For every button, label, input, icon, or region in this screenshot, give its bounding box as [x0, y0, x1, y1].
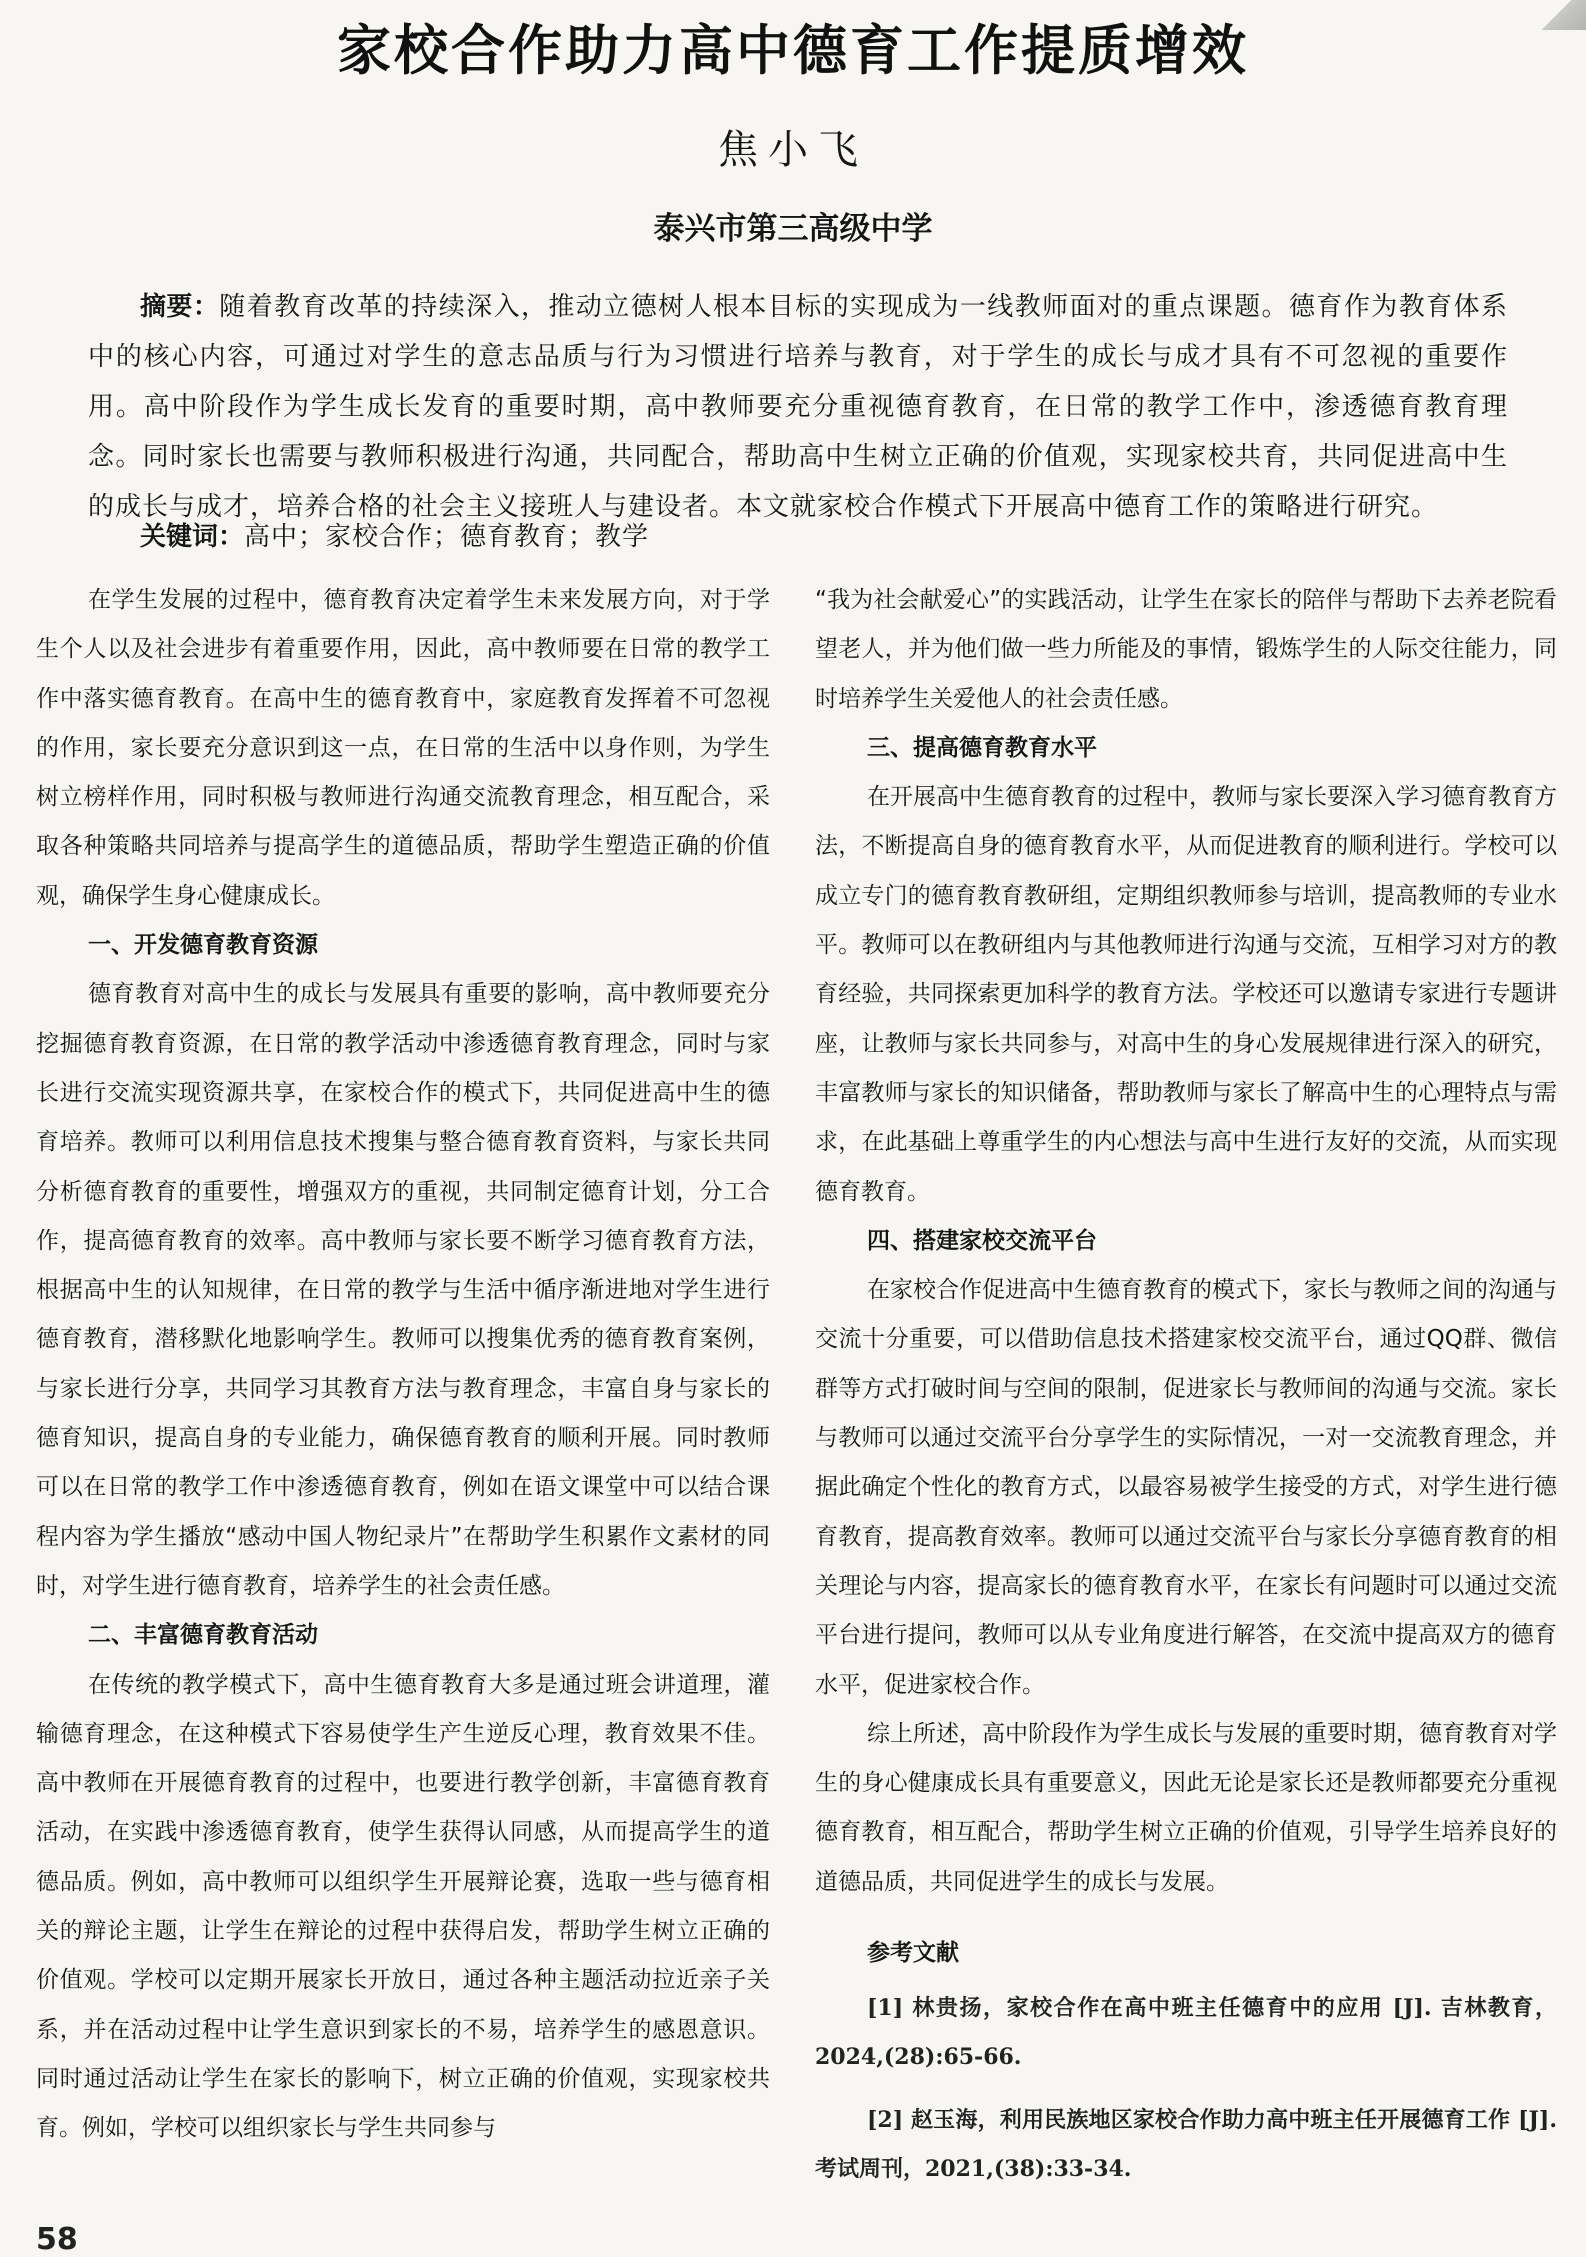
author-affiliation: 泰兴市第三高级中学: [653, 211, 933, 247]
reference-item: [2] 赵玉海，利用民族地区家校合作助力高中班主任开展德育工作 [J]. 考试周刊，2021,(38):33-34.: [815, 2107, 1557, 2183]
references-heading: 参考文献: [867, 1940, 959, 1967]
section-4-paragraph: 在家校合作促进高中生德育教育的模式下，家长与教师之间的沟通与交流十分重要，可以借助信息技术搭建家校交流平台，通过QQ群、微信群等方式打破时间与空间的限制，促进家长与教师间的沟通与交流。家长与教师可以通过交流平台分享学生的实际情况，一对一交流教育理念，并据此确定个性化的教育方式，以最容易被学生接受的方式，对学生进行德育教育，提高教育效率。教师可以通过交流平台与家长分享德育教育的相关理论与内容，提高家长的德育教育水平，在家长有问题时可以通过交流平台进行提问，教师可以从专业角度进行解答，在交流中提高双方的德育水平，促进家校合作。: [815, 1277, 1557, 1698]
intro-paragraph: 在学生发展的过程中，德育教育决定着学生未来发展方向，对于学生个人以及社会进步有着重要作用，因此，高中教师要在日常的教学工作中落实德育教育。在高中生的德育教育中，家庭教育发挥着不可忽视的作用，家长要充分意识到这一点，在日常的生活中以身作则，为学生树立榜样作用，同时积极与教师进行沟通交流教育理念，相互配合，采取各种策略共同培养与提高学生的道德品质，帮助学生塑造正确的价值观，确保学生身心健康成长。: [36, 587, 770, 909]
page-number: 58: [36, 2222, 78, 2257]
section-heading-3: 三、提高德育教育水平: [867, 734, 1097, 761]
author-name: 焦小飞: [718, 127, 868, 173]
abstract-text: 随着教育改革的持续深入，推动立德树人根本目标的实现成为一线教师面对的重点课题。德育作为教育体系中的核心内容，可通过对学生的意志品质与行为习惯进行培养与教育，对于学生的成长与成才具有不可忽视的重要作用。高中阶段作为学生成长发育的重要时期，高中教师要充分重视德育教育，在日常的教学工作中，渗透德育教育理念。同时家长也需要与教师积极进行沟通，共同配合，帮助高中生树立正确的价值观，实现家校共育，共同促进高中生的成长与成才，培养合格的社会主义接班人与建设者。本文就家校合作模式下开展高中德育工作的策略进行研究。: [88, 292, 1508, 522]
abstract-label: 摘要：: [140, 292, 220, 322]
section-heading-4: 四、搭建家校交流平台: [867, 1227, 1097, 1254]
section-2-paragraph: 在传统的教学模式下，高中生德育教育大多是通过班会讲道理，灌输德育理念，在这种模式下容易使学生产生逆反心理，教育效果不佳。高中教师在开展德育教育的过程中，也要进行教学创新，丰富德育教育活动，在实践中渗透德育教育，使学生获得认同感，从而提高学生的道德品质。例如，高中教师可以组织学生开展辩论赛，选取一些与德育相关的辩论主题，让学生在辩论的过程中获得启发，帮助学生树立正确的价值观。学校可以定期开展家长开放日，通过各种主题活动拉近亲子关系，并在活动过程中让学生意识到家长的不易，培养学生的感恩意识。同时通过活动让学生在家长的影响下，树立正确的价值观，实现家校共育。例如，学校可以组织家长与学生共同参与: [36, 1671, 770, 2142]
section-heading-1: 一、开发德育教育资源: [88, 932, 318, 959]
conclusion-paragraph: 综上所述，高中阶段作为学生成长与发展的重要时期，德育教育对学生的身心健康成长具有重要意义，因此无论是家长还是教师都要充分重视德育教育，相互配合，帮助学生树立正确的价值观，引导学生培养良好的道德品质，共同促进学生的成长与发展。: [815, 1720, 1557, 1895]
section-2-continuation: “我为社会献爱心”的实践活动，让学生在家长的陪伴与帮助下去养老院看望老人，并为他们做一些力所能及的事情，锻炼学生的人际交往能力，同时培养学生关爱他人的社会责任感。: [815, 587, 1557, 712]
keywords-label: 关键词：: [140, 522, 245, 552]
section-1-paragraph: 德育教育对高中生的成长与发展具有重要的影响，高中教师要充分挖掘德育教育资源，在日常的教学活动中渗透德育教育理念，同时与家长进行交流实现资源共享，在家校合作的模式下，共同促进高中生的德育培养。教师可以利用信息技术搜集与整合德育教育资料，与家长共同分析德育教育的重要性，增强双方的重视，共同制定德育计划，分工合作，提高德育教育的效率。高中教师与家长要不断学习德育教育方法，根据高中生的认知规律，在日常的教学与生活中循序渐进地对学生进行德育教育，潜移默化地影响学生。教师可以搜集优秀的德育教育案例，与家长进行分享，共同学习其教育方法与教育理念，丰富自身与家长的德育知识，提高自身的专业能力，确保德育教育的顺利开展。同时教师可以在日常的教学工作中渗透德育教育，例如在语文课堂中可以结合课程内容为学生播放“感动中国人物纪录片”在帮助学生积累作文素材的同时，对学生进行德育教育，培养学生的社会责任感。: [36, 981, 770, 1599]
keywords-text: 高中；家校合作；德育教育；教学: [244, 522, 650, 552]
abstract: [88, 282, 1508, 532]
section-3-paragraph: 在开展高中生德育教育的过程中，教师与家长要深入学习德育教育方法，不断提高自身的德育教育水平，从而促进教育的顺利进行。学校可以成立专门的德育教育教研组，定期组织教师参与培训，提高教师的专业水平。教师可以在教研组内与其他教师进行沟通与交流，互相学习对方的教育经验，共同探索更加科学的教育方法。学校还可以邀请专家进行专题讲座，让教师与家长共同参与，对高中生的身心发展规律进行深入的研究，丰富教师与家长的知识储备，帮助教师与家长了解高中生的心理特点与需求，在此基础上尊重学生的内心想法与高中生进行友好的交流，从而实现德育教育。: [815, 784, 1557, 1205]
section-heading-2: 二、丰富德育教育活动: [88, 1622, 318, 1649]
reference-item: [1] 林贵扬，家校合作在高中班主任德育中的应用 [J]. 吉林教育，2024,(28):65-66.: [815, 1995, 1557, 2071]
keywords: [140, 512, 1500, 562]
left-column: [36, 576, 770, 2154]
article-title: 家校合作助力高中德育工作提质增效: [337, 19, 1249, 82]
right-column: [815, 576, 1557, 2194]
